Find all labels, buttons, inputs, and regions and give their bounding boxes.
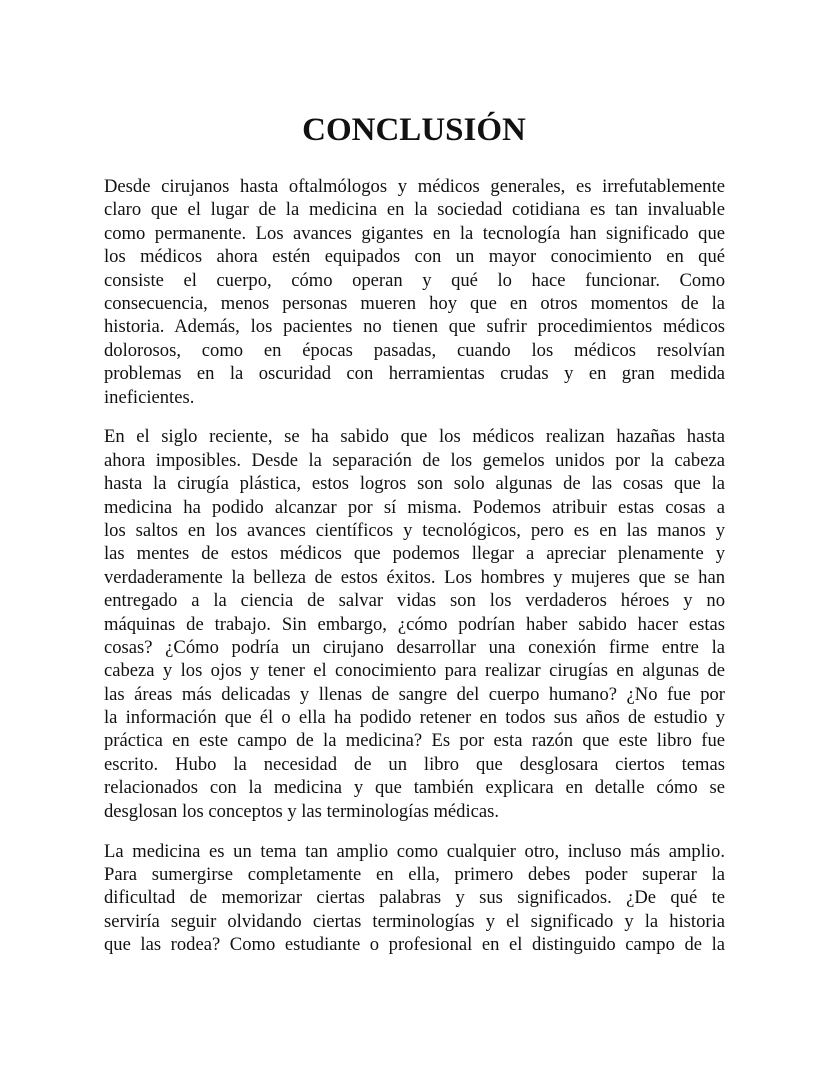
text-line: que las rodea? Como estudiante o profesional en el distinguido campo de la	[104, 934, 725, 956]
text-line: problemas en la oscuridad con herramientas crudas y en gran medida	[104, 363, 725, 385]
text-line: los médicos ahora estén equipados con un mayor conocimiento en qué	[104, 246, 725, 268]
text-line: escrito. Hubo la necesidad de un libro que desglosara ciertos temas	[104, 753, 725, 775]
text-line: serviría seguir olvidando ciertas terminologías y el significado y la historia	[104, 910, 725, 932]
text-line: entregado a la ciencia de salvar vidas son los verdaderos héroes y no	[104, 590, 725, 612]
text-line: Desde cirujanos hasta oftalmólogos y médicos generales, es irrefutablemente	[104, 176, 725, 197]
text-line: la información que él o ella ha podido retener en todos sus años de estudio y	[104, 707, 725, 729]
text-line: cabeza y los ojos y tener el conocimiento para realizar cirugías en algunas de	[104, 660, 725, 682]
text-line: práctica en este campo de la medicina? Es por esta razón que este libro fue	[104, 730, 725, 752]
text-line: consiste el cuerpo, cómo operan y qué lo hace funcionar. Como	[104, 269, 725, 291]
text-line: dificultad de memorizar ciertas palabras y sus significados. ¿De qué te	[104, 887, 725, 909]
page-title: CONCLUSIÓN	[302, 112, 526, 148]
text-line: La medicina es un tema tan amplio como cualquier otro, incluso más amplio.	[104, 840, 725, 862]
text-line: relacionados con la medicina y que también explicara en detalle cómo se	[104, 777, 725, 799]
text-line: los saltos en los avances científicos y tecnológicos, pero es en las manos y	[104, 519, 725, 541]
text-line: Para sumergirse completamente en ella, primero debes poder superar la	[104, 863, 725, 885]
text-line: verdaderamente la belleza de estos éxitos. Los hombres y mujeres que se han	[104, 566, 725, 588]
text-line: ahora imposibles. Desde la separación de los gemelos unidos por la cabeza	[104, 449, 725, 471]
document-body	[104, 175, 725, 973]
text-line: dolorosos, como en épocas pasadas, cuando los médicos resolvían	[104, 339, 725, 361]
text-line: cosas? ¿Cómo podría un cirujano desarrollar una conexión firme entre la	[104, 636, 725, 658]
text-line: consecuencia, menos personas mueren hoy que en otros momentos de la	[104, 292, 725, 314]
paragraph	[104, 175, 725, 409]
text-line: hasta la cirugía plástica, estos logros son solo algunas de las cosas que la	[104, 473, 725, 495]
text-line: En el siglo reciente, se ha sabido que los médicos realizan hazañas hasta	[104, 426, 725, 448]
paragraph	[104, 840, 725, 957]
text-line: ineficientes.	[104, 386, 195, 408]
text-line: máquinas de trabajo. Sin embargo, ¿cómo podrían haber sabido hacer estas	[104, 613, 725, 635]
text-line: claro que el lugar de la medicina en la sociedad cotidiana es tan invaluable	[104, 199, 725, 221]
text-line: medicina ha podido alcanzar por sí misma. Podemos atribuir estas cosas a	[104, 496, 725, 518]
text-line: como permanente. Los avances gigantes en la tecnología han significado que	[104, 222, 725, 244]
text-line: las mentes de estos médicos que podemos llegar a apreciar plenamente y	[104, 543, 725, 565]
text-line: desglosan los conceptos y las terminologías médicas.	[104, 800, 500, 822]
text-line: historia. Además, los pacientes no tienen que sufrir procedimientos médicos	[104, 316, 725, 338]
text-line: las áreas más delicadas y llenas de sangre del cuerpo humano? ¿No fue por	[104, 683, 725, 705]
paragraph	[104, 425, 725, 823]
